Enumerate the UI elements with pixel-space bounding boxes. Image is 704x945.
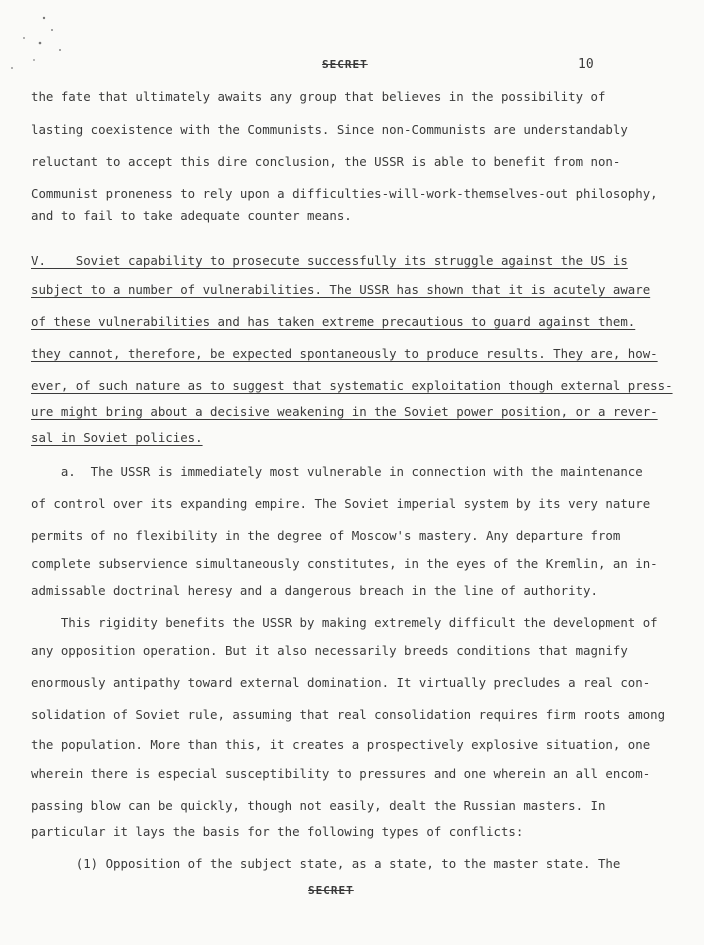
text-line: solidation of Soviet rule, assuming that real consolidation requires firm roots among (31, 707, 666, 722)
text-line: Communist proneness to rely upon a difficulties-will-work-themselves-out philosophy, (31, 186, 658, 201)
text-line: complete subservience simultaneously constitutes, in the eyes of the Kremlin, an in- (31, 556, 658, 571)
text-line: reluctant to accept this dire conclusion, the USSR is able to benefit from non- (31, 154, 621, 169)
text-line: sal in Soviet policies. (31, 430, 203, 445)
text-line: This rigidity benefits the USSR by making extremely difficult the development of (31, 615, 658, 630)
text-line: enormously antipathy toward external domination. It virtually precludes a real con- (31, 675, 651, 690)
text-line: subject to a number of vulnerabilities. The USSR has shown that it is acutely aware (31, 282, 651, 297)
footer-classification: SECRET (308, 884, 354, 897)
text-line: any opposition operation. But it also necessarily breeds conditions that magnify (31, 643, 628, 658)
text-line: ever, of such nature as to suggest that systematic exploitation though external press- (31, 378, 673, 393)
text-line: and to fail to take adequate counter means. (31, 208, 352, 223)
text-line: particular it lays the basis for the following types of conflicts: (31, 824, 524, 839)
text-line: the population. More than this, it creates a prospectively explosive situation, one (31, 737, 651, 752)
text-line: wherein there is especial susceptibility to pressures and one wherein an all encom- (31, 766, 651, 781)
text-line: a. The USSR is immediately most vulnerable in connection with the maintenance (31, 464, 643, 479)
text-line: they cannot, therefore, be expected spontaneously to produce results. They are, how- (31, 346, 658, 361)
text-line: passing blow can be quickly, though not easily, dealt the Russian masters. In (31, 798, 606, 813)
page-number: 10 (578, 57, 594, 72)
text-line: admissable doctrinal heresy and a dangerous breach in the line of authority. (31, 583, 598, 598)
text-line: of control over its expanding empire. The Soviet imperial system by its very nature (31, 496, 651, 511)
paper-specks (4, 8, 84, 78)
text-line: ure might bring about a decisive weakening in the Soviet power position, or a rever- (31, 404, 658, 419)
text-line: lasting coexistence with the Communists. Since non-Communists are understandably (31, 122, 628, 137)
text-line: (1) Opposition of the subject state, as a state, to the master state. The (31, 856, 621, 871)
text-line: V. Soviet capability to prosecute successfully its struggle against the US is (31, 253, 628, 268)
header-classification: SECRET (322, 58, 368, 71)
text-line: of these vulnerabilities and has taken extreme precautious to guard against them. (31, 314, 636, 329)
text-line: permits of no flexibility in the degree of Moscow's mastery. Any departure from (31, 528, 621, 543)
text-line: the fate that ultimately awaits any group that believes in the possibility of (31, 89, 606, 104)
